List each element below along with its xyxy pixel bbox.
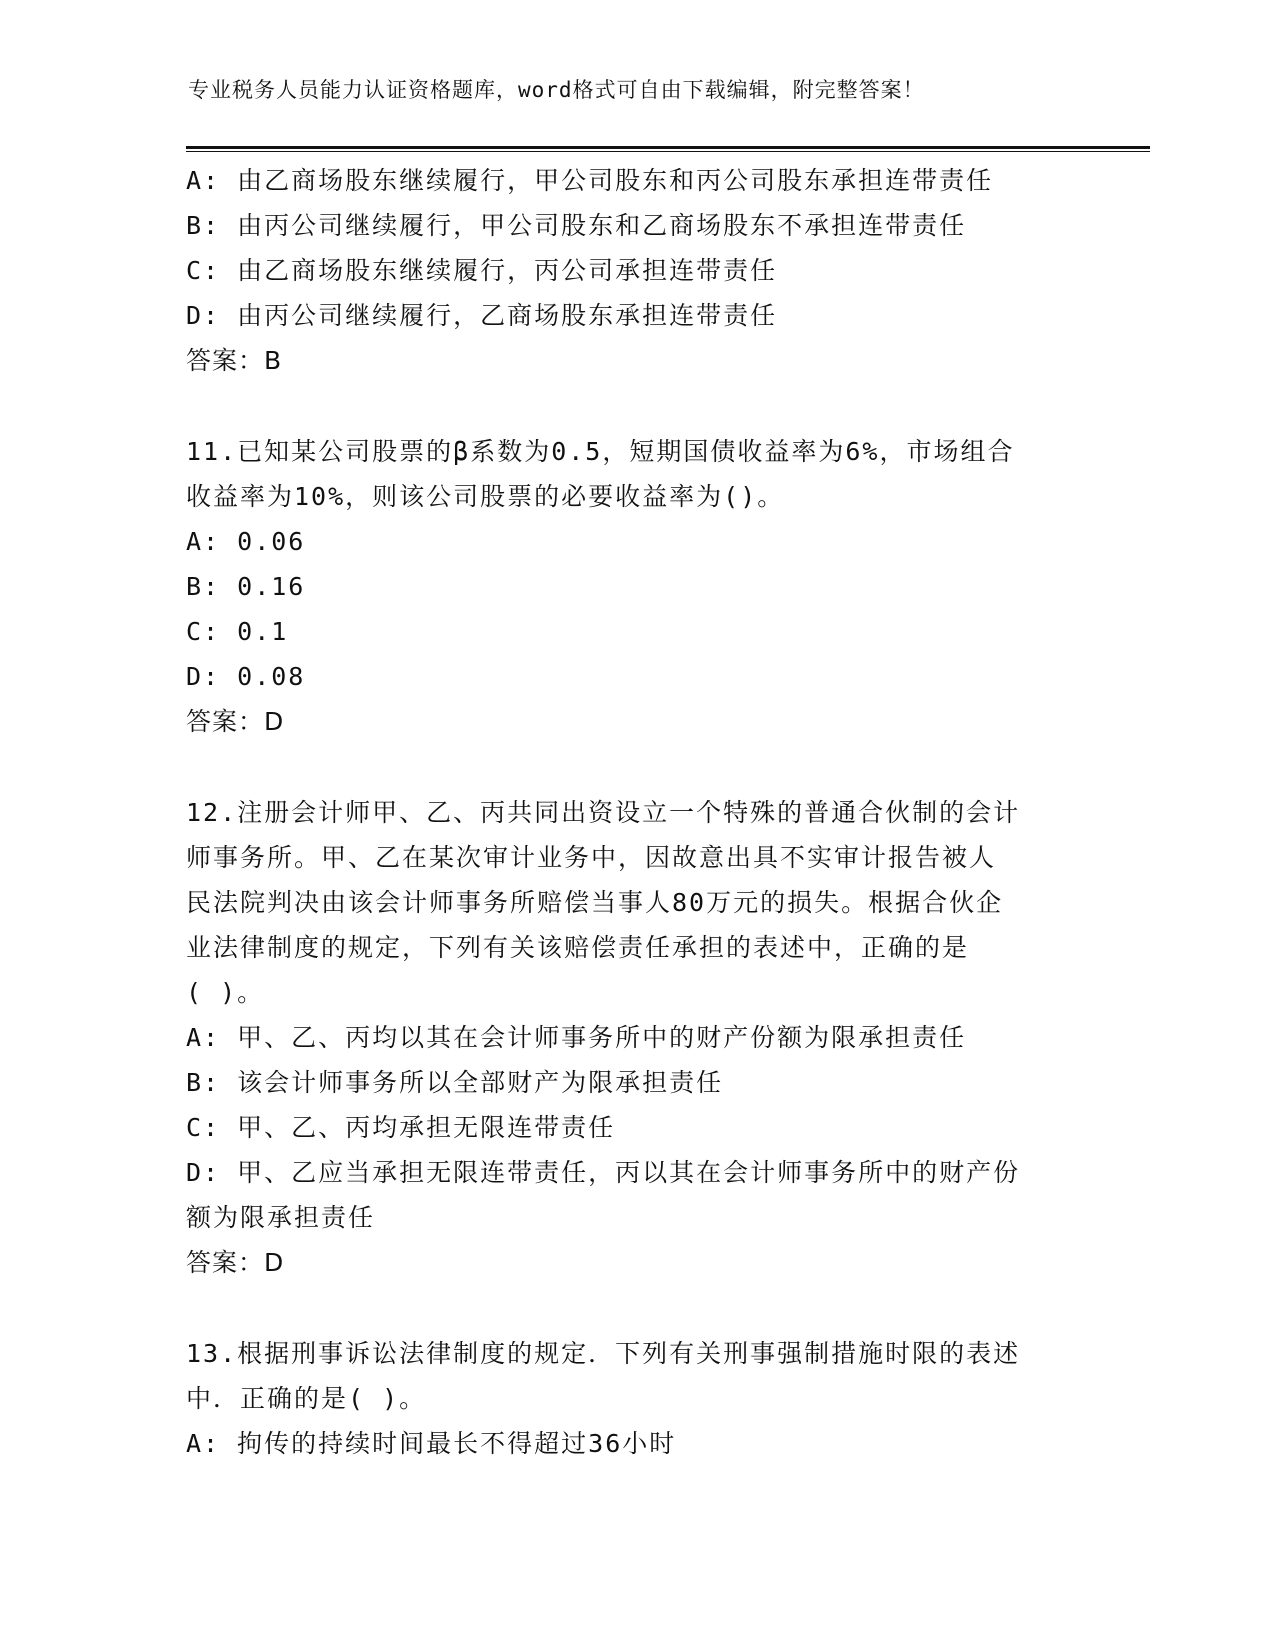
- question-text-line: 中．正确的是( )。: [186, 1384, 427, 1413]
- question-block-11: [186, 429, 1086, 744]
- question-text-line: 业法律制度的规定，下列有关该赔偿责任承担的表述中，正确的是: [186, 933, 970, 962]
- option-a: A: 拘传的持续时间最长不得超过36小时: [186, 1429, 677, 1458]
- option-d: D: 0.08: [186, 662, 306, 691]
- option-c: C: 甲、乙、丙均承担无限连带责任: [186, 1113, 616, 1142]
- question-block-13: [186, 1331, 1086, 1466]
- answer-label: 答案：D: [186, 1248, 285, 1277]
- option-a: A: 由乙商场股东继续履行，甲公司股东和丙公司股东承担连带责任: [186, 166, 994, 195]
- question-text-line: 收益率为10%，则该公司股票的必要收益率为()。: [186, 482, 785, 511]
- option-b: B: 由丙公司继续履行，甲公司股东和乙商场股东不承担连带责任: [186, 211, 967, 240]
- header-rule-thin: [186, 151, 1150, 152]
- question-text-line: 民法院判决由该会计师事务所赔偿当事人80万元的损失。根据合伙企: [186, 888, 1004, 917]
- question-list: [186, 158, 1086, 1466]
- page-header: 专业税务人员能力认证资格题库，word格式可自由下载编辑，附完整答案！: [188, 78, 925, 102]
- option-d-continued: 额为限承担责任: [186, 1203, 376, 1232]
- question-block-12: [186, 790, 1086, 1285]
- question-text-line: 师事务所。甲、乙在某次审计业务中，因故意出具不实审计报告被人: [186, 843, 997, 872]
- option-a: A: 0.06: [186, 527, 306, 556]
- option-d: D: 由丙公司继续履行，乙商场股东承担连带责任: [186, 301, 778, 330]
- spacer: [186, 1285, 1086, 1331]
- spacer: [186, 744, 1086, 790]
- question-text-line: 12.注册会计师甲、乙、丙共同出资设立一个特殊的普通合伙制的会计: [186, 798, 1021, 827]
- option-c: C: 由乙商场股东继续履行，丙公司承担连带责任: [186, 256, 778, 285]
- spacer: [186, 383, 1086, 429]
- option-b: B: 该会计师事务所以全部财产为限承担责任: [186, 1068, 724, 1097]
- answer-label: 答案：D: [186, 707, 285, 736]
- option-a: A: 甲、乙、丙均以其在会计师事务所中的财产份额为限承担责任: [186, 1023, 967, 1052]
- option-d: D: 甲、乙应当承担无限连带责任，丙以其在会计师事务所中的财产份: [186, 1158, 1021, 1187]
- question-text-line: ( )。: [186, 978, 265, 1007]
- option-c: C: 0.1: [186, 617, 289, 646]
- option-b: B: 0.16: [186, 572, 306, 601]
- question-block-10: [186, 158, 1086, 383]
- answer-label: 答案：B: [186, 346, 283, 375]
- question-text-line: 13.根据刑事诉讼法律制度的规定．下列有关刑事强制措施时限的表述: [186, 1339, 1021, 1368]
- question-text-line: 11.已知某公司股票的β系数为0.5，短期国债收益率为6%，市场组合: [186, 437, 1015, 466]
- header-rule-thick: [186, 146, 1150, 149]
